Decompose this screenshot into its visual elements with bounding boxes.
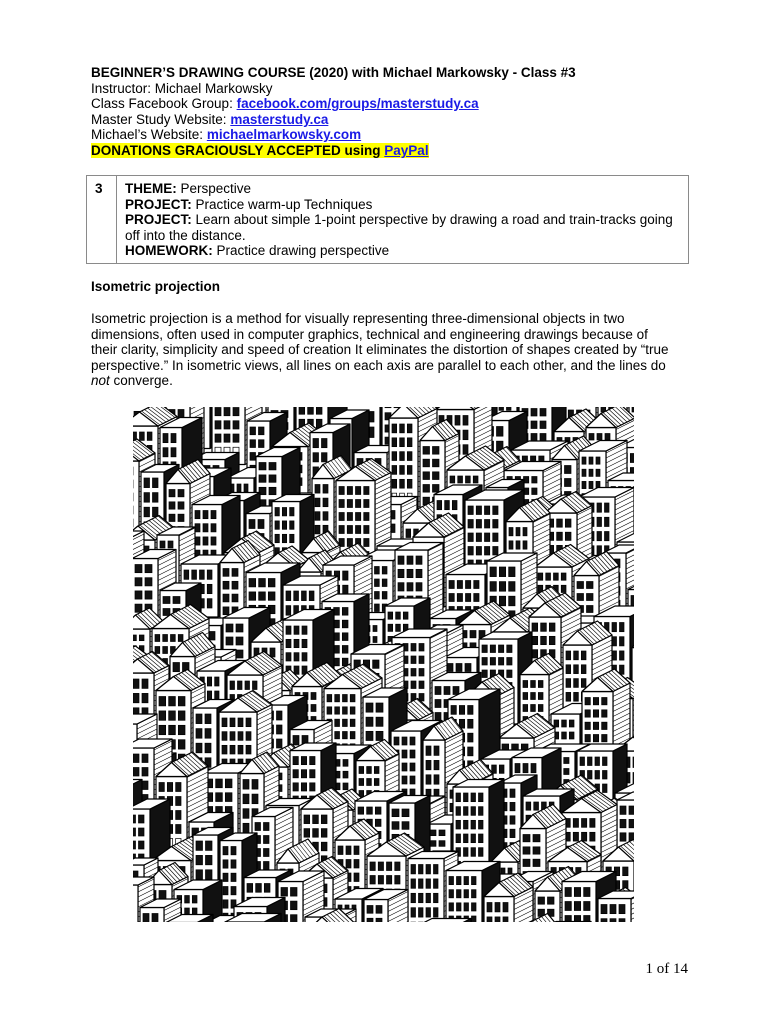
class-number: 3 <box>87 176 117 263</box>
course-title: BEGINNER’S DRAWING COURSE (2020) with Michael Markowsky - Class #3 <box>91 65 576 80</box>
city-drawing <box>133 407 634 922</box>
homework-row: HOMEWORK: Practice drawing perspective <box>125 243 390 259</box>
document-header <box>91 65 691 159</box>
class-details <box>117 176 688 263</box>
isometric-paragraph: Isometric projection is a method for visually representing three-dimensional objects in two dimensions, often used in computer graphics, technical and engineering drawings because of their clarity, simplicity and speed of creation It eliminates the distortion of shapes created by “true perspective.” In isometric views, all lines on each axis are parallel to each other, and the lines do not converge. <box>91 311 669 389</box>
website-label: Master Study Website: <box>91 111 231 127</box>
donation-line <box>91 143 691 159</box>
theme-row: THEME: Perspective <box>125 181 252 196</box>
michael-line <box>91 127 691 143</box>
isometric-city-illustration <box>133 407 634 922</box>
emphasis-not: not <box>91 373 110 389</box>
page-number: 1 of 14 <box>645 961 688 977</box>
michael-link[interactable]: michaelmarkowsky.com <box>206 127 362 143</box>
facebook-label: Class Facebook Group: <box>91 96 237 112</box>
facebook-link[interactable]: facebook.com/groups/masterstudy.ca <box>236 96 479 112</box>
section-title: Isometric projection <box>91 279 221 294</box>
paypal-link[interactable]: PayPal <box>384 142 429 158</box>
facebook-line <box>91 96 691 112</box>
michael-label: Michael’s Website: <box>91 127 207 143</box>
class-info-table <box>86 175 689 264</box>
website-line <box>91 112 691 128</box>
donation-text: DONATIONS GRACIOUSLY ACCEPTED using PayPal <box>91 142 429 158</box>
masterstudy-link[interactable]: masterstudy.ca <box>230 111 329 127</box>
project-row-2: PROJECT: Learn about simple 1-point perspective by drawing a road and train-tracks going off into the distance. <box>125 212 673 243</box>
project-row-1: PROJECT: Practice warm-up Techniques <box>125 196 373 212</box>
instructor-line: Instructor: Michael Markowsky <box>91 80 273 96</box>
